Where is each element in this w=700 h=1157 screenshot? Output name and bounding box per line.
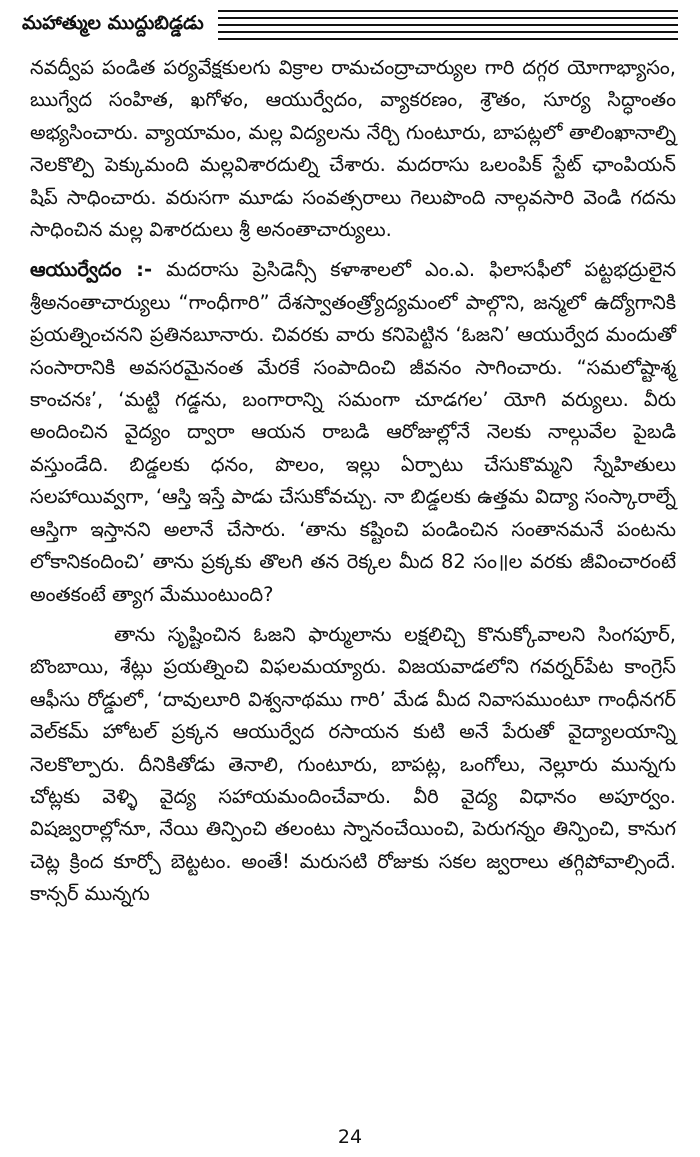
running-header-title: మహాత్ముల ముద్దుబిడ్డడు [22,11,204,34]
header-rule-line [218,31,678,33]
paragraph-text: మదరాసు ప్రెసిడెన్సీ కళాశాలలో ఎం.ఎ. ఫిలాసఫీలో పట్టభద్రులైన శ్రీఅనంతాచార్యులు “గాంధీగారి” దేశస్వాతంత్ర్యోద్యమంలో పాల్గొని, జన్మలో ఉద్యోగానికి ప్రయత్నించనని ప్రతినబూనారు. చివరకు వారు కనిపెట్టిన ‘ఓజని’ ఆయుర్వేద మందుతో సంసారానికి అవసరమైనంత మేరకే సంపాదించి జీవనం సాగించారు. “సమలోష్టాశ్మ కాంచనః’, ‘మట్టి గడ్డను, బంగారాన్ని సమంగా చూడగల’ యోగి వర్యులు. వీరు అందించిన వైద్యం ద్వారా ఆయన రాబడి ఆరోజుల్లోనే నెలకు నాల్గువేల పైబడి వస్తుండేది. బిడ్డలకు ధనం, పొలం, ఇల్లు ఏర్పాటు చేసుకొమ్మని స్నేహితులు సలహాయివ్వగా, ‘ఆస్తి ఇస్తే పాడు చేసుకోవచ్చు. నా బిడ్డలకు ఉత్తమ విద్యా సంస్కారాల్నే ఆస్తిగా ఇస్తానని అలానే చేసారు. ‘తాను కష్టించి పండించిన సంతానమనే పంటను లోకానికందించి’ తాను ప్రక్కకు తొలగి తన రెక్కల మీద 82 సం॥ల వరకు జీవించారంటే అంతకంటే త్యాగ మేముంటుంది? [30,258,677,606]
paragraph-ojani-formula [30,619,676,911]
running-header [22,8,678,42]
header-rule-line [218,24,678,26]
paragraph-ayurveda [30,254,676,610]
header-rule-line [218,10,678,12]
section-term: ఆయుర్వేదం :- [30,258,153,282]
paragraph-training [30,52,676,246]
page-number: 24 [337,1126,363,1148]
header-rule-lines [218,10,678,40]
header-rule-line [218,38,678,40]
paragraph-text: తాను సృష్టించిన ఓజని ఫార్ములాను లక్షలిచ్చి కొనుక్కోవాలని సింగపూర్, బొంబాయి, శేట్లు ప్రయత్నించి విఫలమయ్యారు. విజయవాడలోని గవర్నర్‌పేట కాంగ్రెస్ ఆఫీసు రోడ్డులో, ‘దావులూరి విశ్వనాథము గారి’ మేడ మీద నివాసముంటూ గాంధీనగర్ వెల్‌కమ్ హోటల్ ప్రక్కన ఆయుర్వేద రసాయన కుటి అనే పేరుతో వైద్యాలయాన్ని నెలకొల్పారు. దీనికితోడు తెనాలి, గుంటూరు, బాపట్ల, ఒంగోలు, నెల్లూరు మున్నగు చోట్లకు వెళ్ళి వైద్య సహాయమందించేవారు. వీరి వైద్య విధానం అపూర్వం. విషజ్వరాల్లోనూ, నేయి తిన్పించి తలంటు స్నానంచేయించి, పెరుగన్నం తిన్పించి, కానుగ చెట్ల క్రింద కూర్చో బెట్టటం. అంతే! మరుసటి రోజుకు సకల జ్వరాలు తగ్గిపోవాల్సిందే. కాన్సర్ మున్నగు [30,622,676,906]
header-rule-line [218,17,678,19]
page-body [30,52,676,911]
paragraph-text: నవద్వీప పండిత పర్యవేక్షకులగు విక్రాల రామచంద్రాచార్యుల గారి దగ్గర యోగాభ్యాసం, ఋగ్వేద సంహిత, ఖగోళం, ఆయుర్వేదం, వ్యాకరణం, శ్రౌతం, సూర్య సిద్ధాంతం అభ్యసించారు. వ్యాయామం, మల్ల విద్యలను నేర్చి గుంటూరు, బాపట్లలో తాలింఖానాల్ని నెలకొల్పి పెక్కుమంది మల్లవిశారదుల్ని చేశారు. మదరాసు ఒలంపిక్ స్టేట్ ఛాంపియన్ షిప్ సాధించారు. వరుసగా మూడు సంవత్సరాలు గెలుపొంది నాల్గవసారి వెండి గదను సాధించిన మల్ల విశారదులు శ్రీ అనంతాచార్యులు. [30,56,676,242]
